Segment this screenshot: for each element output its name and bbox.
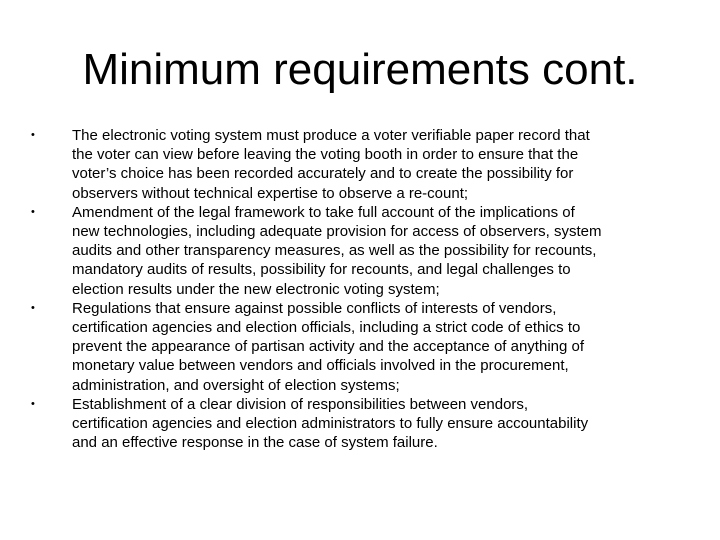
bullet-text bbox=[72, 126, 660, 203]
bullet-line: new technologies, including adequate provision for access of observers, system bbox=[72, 223, 602, 241]
bullet-item bbox=[30, 299, 660, 395]
bullet-line: election results under the new electronic voting system; bbox=[72, 280, 440, 298]
bullet-text bbox=[72, 299, 660, 395]
bullet-line: audits and other transparency measures, as well as the possibility for recounts, bbox=[72, 242, 597, 260]
bullet-line: Regulations that ensure against possible conflicts of interests of vendors, bbox=[72, 299, 557, 317]
bullet-icon: • bbox=[31, 397, 35, 410]
bullet-line: observers without technical expertise to observe a re-count; bbox=[72, 184, 469, 202]
bullet-text bbox=[72, 203, 660, 299]
bullet-line: administration, and oversight of election systems; bbox=[72, 376, 400, 394]
bullet-line: Amendment of the legal framework to take full account of the implications of bbox=[72, 203, 575, 221]
bullet-line: monetary value between vendors and officials involved in the procurement, bbox=[72, 357, 569, 375]
bullet-icon: • bbox=[31, 129, 35, 141]
bullet-line: prevent the appearance of partisan activity and the acceptance of anything of bbox=[72, 338, 585, 356]
bullet-icon: • bbox=[31, 205, 35, 218]
bullet-item bbox=[30, 395, 660, 453]
bullet-line: and an effective response in the case of system failure. bbox=[72, 434, 438, 452]
bullet-line: The electronic voting system must produce a voter verifiable paper record that bbox=[72, 127, 590, 144]
bullet-line: voter’s choice has been recorded accurately and to create the possibility for bbox=[72, 165, 574, 183]
bullet-line: mandatory audits of results, possibility for recounts, and legal challenges to bbox=[72, 261, 571, 279]
bullet-line: certification agencies and election officials, including a strict code of ethics to bbox=[72, 319, 581, 337]
bullet-item bbox=[30, 203, 660, 299]
bullet-item bbox=[30, 126, 660, 203]
bullet-icon: • bbox=[31, 301, 35, 314]
bullet-text bbox=[72, 395, 660, 453]
bullet-list bbox=[30, 126, 660, 452]
bullet-line: Establishment of a clear division of responsibilities between vendors, bbox=[72, 395, 529, 413]
bullet-line: the voter can view before leaving the voting booth in order to ensure that the bbox=[72, 146, 579, 164]
bullet-line: certification agencies and election administrators to fully ensure accountability bbox=[72, 415, 589, 433]
slide-title: Minimum requirements cont. bbox=[82, 45, 638, 94]
